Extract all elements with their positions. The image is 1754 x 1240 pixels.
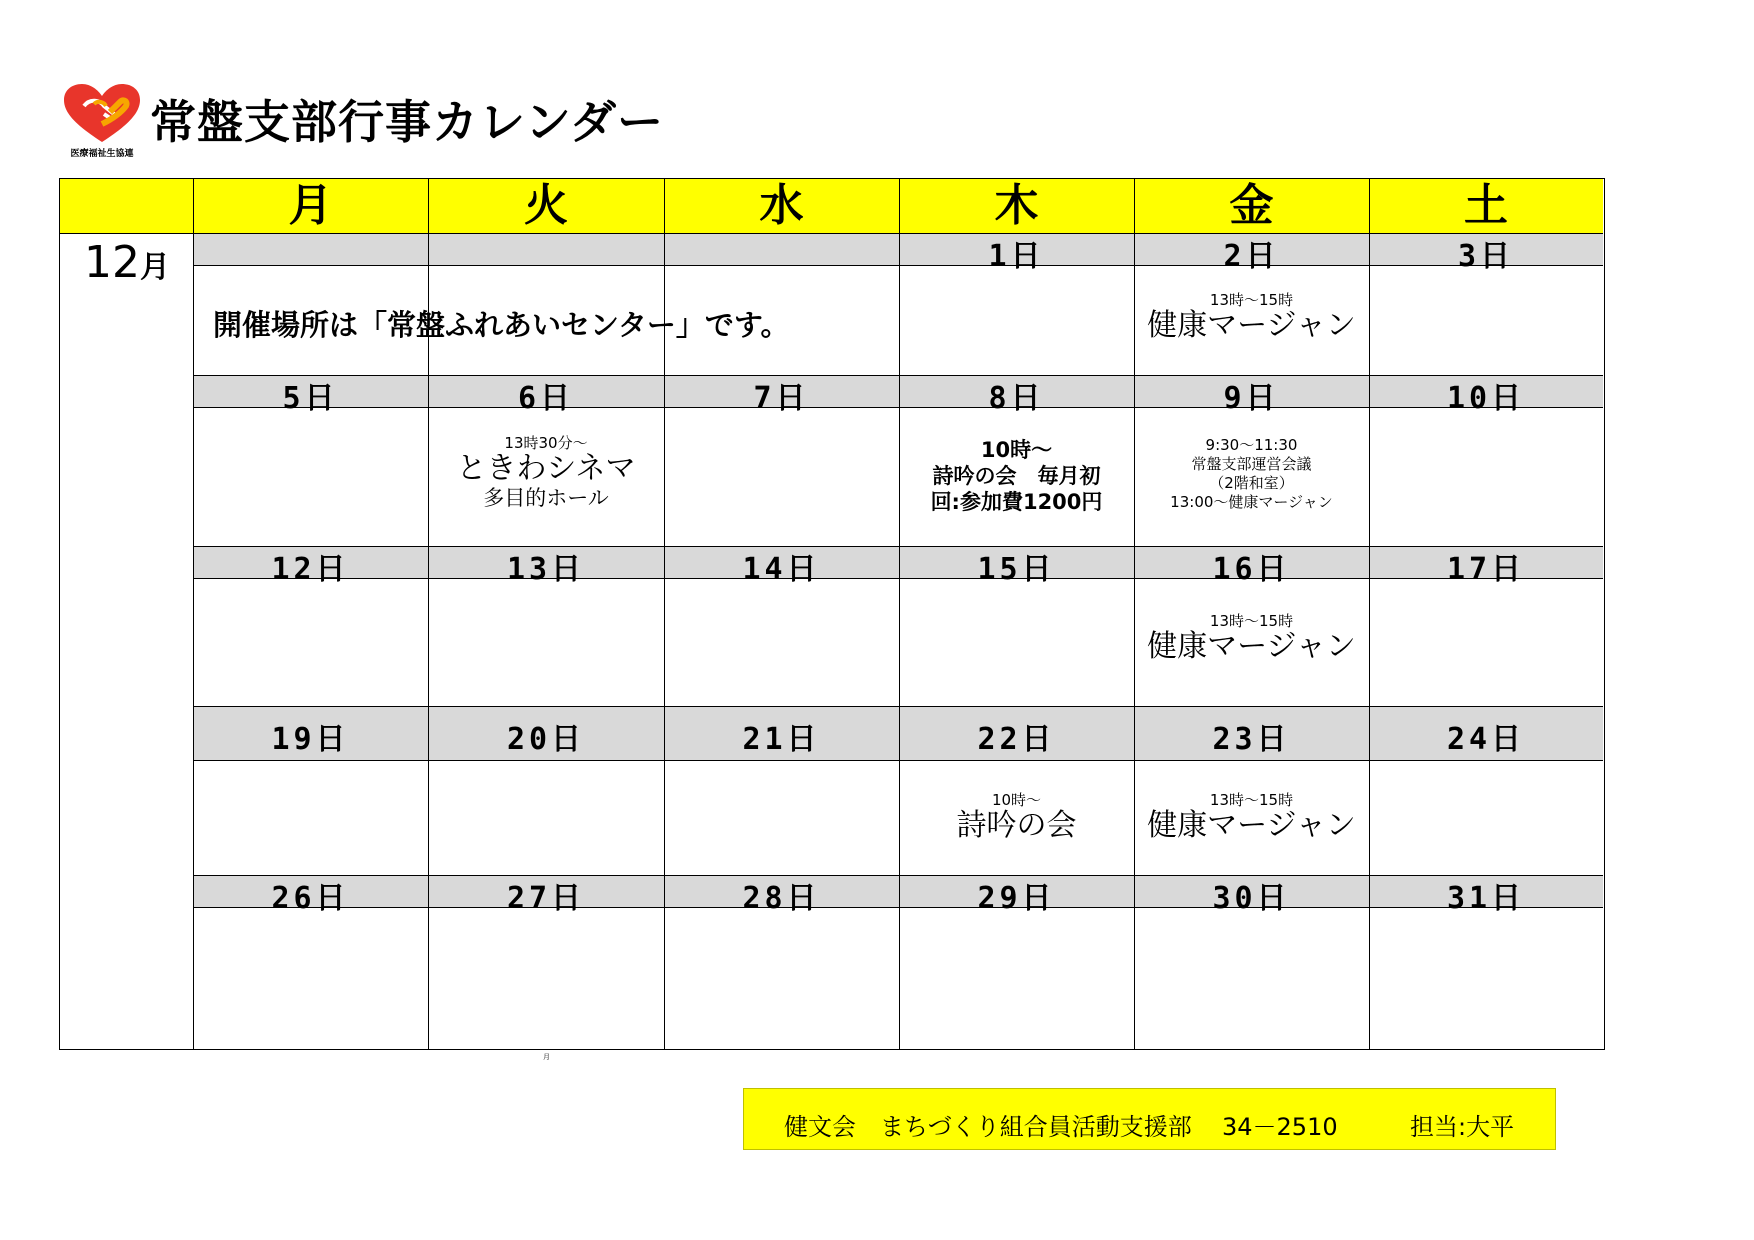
event-shigin [899,791,1134,843]
date-cell: 5日 [282,381,339,416]
page-title: 常盤支部行事カレンダー [150,95,665,149]
event-shigin: 10時～ 詩吟の会 毎月初 回:参加費1200円 [930,438,1103,514]
footer-contact: 担当:大平 [1410,1113,1515,1141]
date-cell: 21日 [742,722,821,757]
event-name: 詩吟の会 [956,808,1077,843]
contact-footer [743,1088,1556,1150]
weekday-mon: 月 [288,180,333,231]
date-cell: 12日 [271,552,350,587]
event-name: 健康マージャン [1147,629,1356,664]
date-cell: 16日 [1212,552,1291,587]
stray-mark: 月 [543,1053,550,1061]
event-tokiwa-cinema [428,434,664,510]
event-kenko-mahjong [1134,791,1369,843]
date-cell: 15日 [977,552,1056,587]
logo [58,84,146,164]
venue-notice: 開催場所は「常盤ふれあいセンター」です。 [213,308,790,342]
event-kenko-mahjong [1134,612,1369,664]
date-cell: 8日 [988,381,1045,416]
date-cell: 30日 [1212,881,1291,916]
event-time: 13時～15時 [1209,791,1294,809]
date-cell: 22日 [977,722,1056,757]
date-cell: 1日 [988,239,1045,274]
date-cell: 7日 [753,381,810,416]
date-cell: 6日 [517,381,575,416]
date-cell: 14日 [742,552,821,587]
date-cell: 20日 [506,722,586,757]
date-cell: 17日 [1446,552,1526,587]
date-cell: 31日 [1446,881,1526,916]
date-cell: 19日 [271,722,350,757]
date-cell: 26日 [271,881,350,916]
date-cell: 28日 [742,881,821,916]
event-place: 多目的ホール [483,486,609,510]
event-time: 13時～15時 [1209,612,1294,630]
event-time: 10時～ [991,791,1042,809]
event-time: 13時～15時 [1209,291,1294,309]
date-cell: 9日 [1223,381,1280,416]
weekday-tue: 火 [524,180,568,231]
event-kenko-mahjong [1134,291,1369,343]
event-time: 13時30分～ [504,434,588,452]
event-branch-meeting: 9:30～11:30 常盤支部運営会議 （2階和室） 13:00～健康マージャン [1170,436,1333,511]
date-cell: 3日 [1457,239,1515,274]
weekday-thu: 木 [994,180,1039,231]
heart-hands-icon [64,84,140,144]
month-label: 12月 [84,237,170,288]
event-name: 健康マージャン [1147,308,1356,343]
logo-caption: 医療福祉生協連 [70,149,134,159]
weekday-fri: 金 [1229,180,1274,231]
date-cell: 13日 [506,552,586,587]
date-cell: 29日 [977,881,1056,916]
date-cell: 24日 [1446,722,1526,757]
weekday-wed: 水 [759,180,804,231]
date-cell: 2日 [1223,239,1280,274]
footer-org: 健文会 まちづくり組合員活動支援部 [784,1113,1192,1141]
footer-phone: 34－2510 [1222,1113,1338,1141]
date-cell: 23日 [1212,722,1291,757]
date-cell: 10日 [1446,381,1526,416]
date-cell: 27日 [506,881,586,916]
event-name: ときわシネマ [456,451,636,486]
event-name: 健康マージャン [1147,808,1356,843]
weekday-sat: 土 [1464,180,1508,231]
